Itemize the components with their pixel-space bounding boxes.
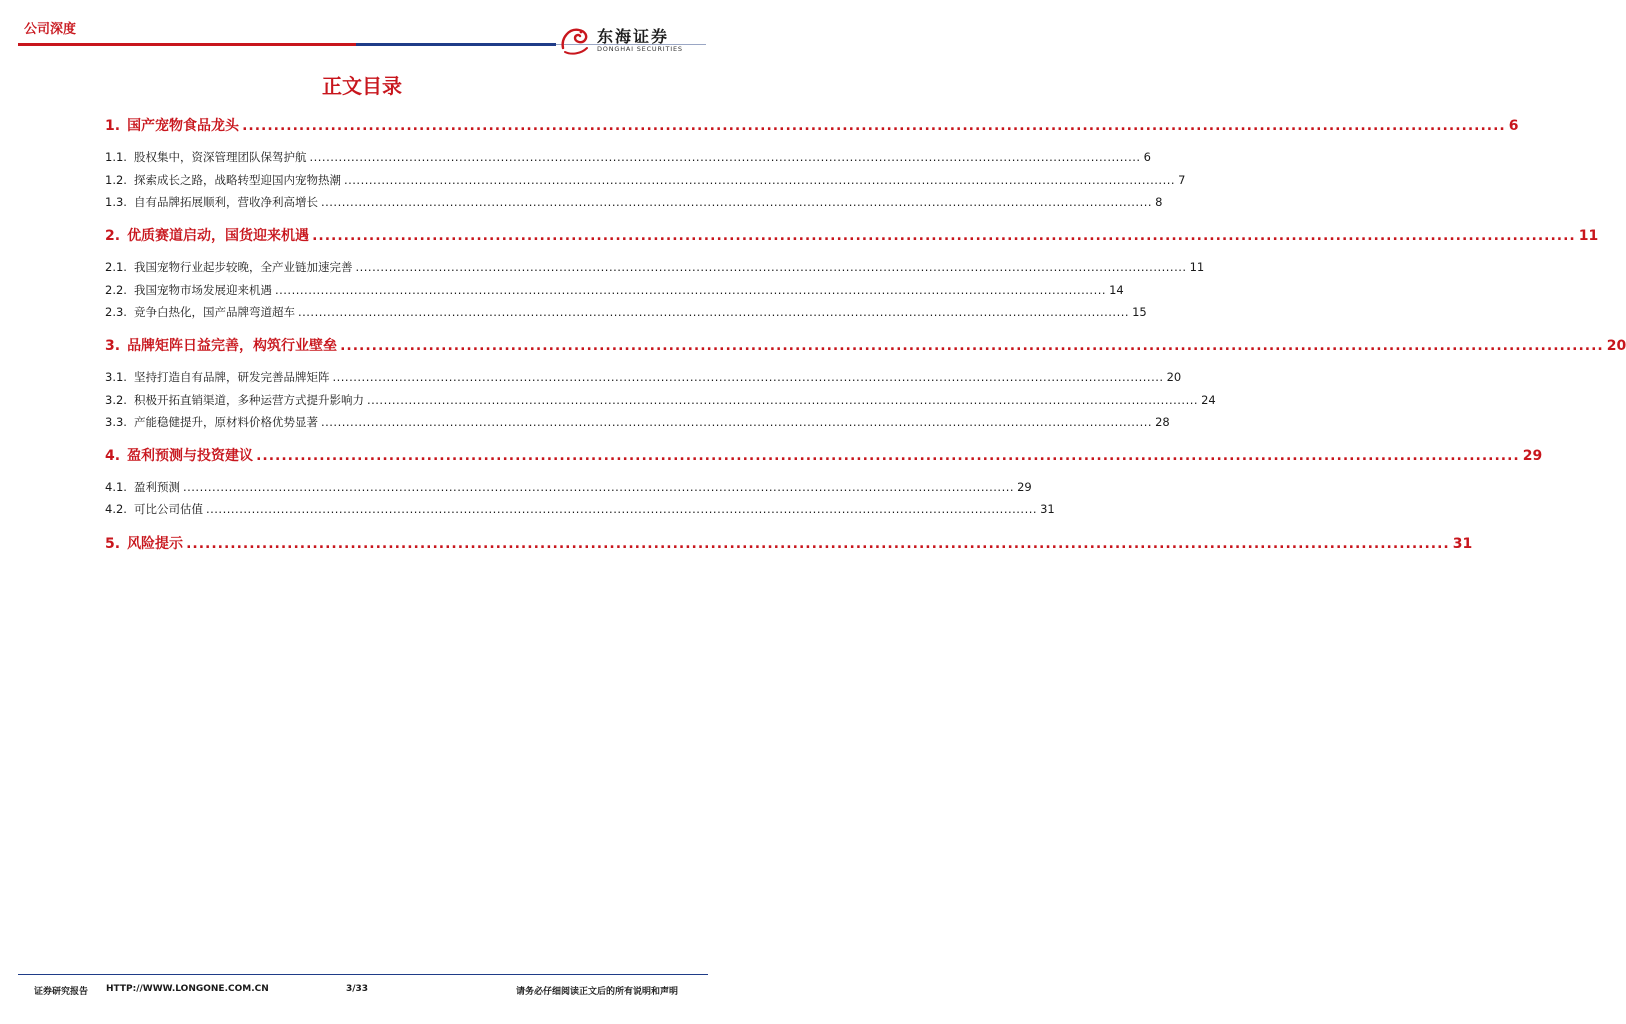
toc-title: 盈利预测与投资建议 [127,448,254,464]
toc-page-number: 6 [1508,118,1519,134]
footer-report-label: 证券研究报告 [34,987,89,997]
toc-page-number: 14 [1109,283,1124,297]
toc-title: 坚持打造自有品牌，研发完善品牌矩阵 [133,370,330,384]
toc-number: 5. [105,536,121,552]
toc-leader-dots: ........................................................................................................................................................................................................ [297,305,1130,319]
toc-number: 1.3. [105,195,127,209]
toc-title: 可比公司估值 [133,502,203,516]
footer-disclaimer: 请务必仔细阅读正文后的所有说明和声明 [516,987,679,997]
toc-page-number: 6 [1143,150,1151,164]
toc-number: 2. [105,228,121,244]
toc-page-number: 15 [1132,305,1147,319]
logo-english-name: DONGHAI SECURITIES [597,45,683,53]
toc-page-number: 7 [1178,173,1186,187]
toc-title: 股权集中，资深管理团队保驾护航 [133,150,307,164]
toc-title: 自有品牌拓展顺利，营收净利高增长 [133,195,318,209]
toc-title: 产能稳健提升，原材料价格优势显著 [133,415,318,429]
logo-chinese-name: 东海证券 [597,27,670,46]
toc-page-number: 11 [1189,260,1205,274]
toc-entry-1[interactable] [105,115,1519,135]
donghai-logo [557,22,707,58]
toc-entry-2-2[interactable] [105,282,1124,298]
footer-page-indicator: 3/33 [346,984,369,994]
toc-title: 竞争白热化，国产品牌弯道超车 [133,305,295,319]
toc-entry-3-1[interactable] [105,369,1182,385]
toc-leader-dots: ........................................................................................................................................................................................................ [205,502,1038,516]
toc-entry-1-2[interactable] [105,172,1186,188]
toc-entry-2-1[interactable] [105,259,1205,275]
toc-leader-dots: ........................................................................................................................................................................................................ [355,260,1187,274]
toc-page-number: 20 [1606,338,1626,354]
toc-title: 国产宠物食品龙头 [127,118,240,134]
toc-entry-3[interactable] [105,335,1626,355]
toc-page-number: 20 [1166,370,1182,384]
toc-leader-dots: ........................................................................................................................................................................................................ [274,283,1107,297]
toc-entry-3-3[interactable] [105,414,1170,430]
toc-page-number: 11 [1578,228,1599,244]
toc-number: 1. [105,118,121,134]
page-title: 正文目录 [322,74,402,98]
toc-number: 1.2. [105,173,127,187]
toc-page-number: 29 [1017,480,1032,494]
toc-page-number: 31 [1040,502,1055,516]
toc-entry-2[interactable] [105,225,1599,245]
toc-title: 优质赛道启动，国货迎来机遇 [127,228,310,244]
header-rule-red [18,43,356,46]
toc-title: 探索成长之路，战略转型迎国内宠物热潮 [133,173,341,187]
toc-title: 品牌矩阵日益完善，构筑行业壁垒 [127,338,338,354]
toc-number: 3. [105,338,121,354]
toc-page-number: 28 [1155,415,1170,429]
toc-leader-dots: ........................................................................................................................................................................................................ [320,415,1153,429]
toc-title: 积极开拓直销渠道，多种运营方式提升影响力 [133,393,364,407]
toc-leader-dots: ........................................................................................................................................................................................................ [256,448,1520,464]
toc-page-number: 29 [1522,448,1543,464]
toc-leader-dots: ........................................................................................................................................................................................................ [340,338,1604,354]
toc-entry-4-2[interactable] [105,501,1055,517]
toc-number: 4. [105,448,121,464]
toc-leader-dots: ........................................................................................................................................................................................................ [182,480,1015,494]
toc-leader-dots: ........................................................................................................................................................................................................ [320,195,1153,209]
toc-leader-dots: ........................................................................................................................................................................................................ [343,173,1176,187]
toc-title: 盈利预测 [133,480,180,494]
toc-number: 2.3. [105,305,127,319]
toc-entry-1-3[interactable] [105,194,1163,210]
toc-number: 3.3. [105,415,127,429]
toc-number: 2.1. [105,260,127,274]
dragon-logo-icon [557,22,593,58]
toc-leader-dots: ........................................................................................................................................................................................................ [186,536,1450,552]
toc-number: 3.1. [105,370,127,384]
toc-title: 风险提示 [127,536,184,552]
toc-number: 2.2. [105,283,127,297]
toc-entry-1-1[interactable] [105,149,1151,165]
toc-leader-dots: ........................................................................................................................................................................................................ [332,370,1164,384]
toc-number: 1.1. [105,150,127,164]
toc-entry-3-2[interactable] [105,392,1216,408]
toc-number: 3.2. [105,393,127,407]
footer-rule [18,974,708,975]
toc-title: 我国宠物市场发展迎来机遇 [133,283,272,297]
report-type-label: 公司深度 [24,22,77,37]
toc-entry-5[interactable] [105,533,1473,553]
toc-number: 4.1. [105,480,127,494]
toc-page-number: 24 [1201,393,1216,407]
toc-entry-4-1[interactable] [105,479,1032,495]
footer-website-link[interactable]: HTTP://WWW.LONGONE.COM.CN [106,984,269,994]
toc-number: 4.2. [105,502,127,516]
toc-entry-2-3[interactable] [105,304,1147,320]
toc-leader-dots: ........................................................................................................................................................................................................ [366,393,1199,407]
toc-page-number: 31 [1452,536,1473,552]
toc-leader-dots: ........................................................................................................................................................................................................ [309,150,1141,164]
toc-page-number: 8 [1155,195,1163,209]
toc-title: 我国宠物行业起步较晚，全产业链加速完善 [133,260,353,274]
toc-leader-dots: ........................................................................................................................................................................................................ [312,228,1576,244]
toc-entry-4[interactable] [105,445,1543,465]
header-rule-blue [356,43,556,46]
toc-leader-dots: ........................................................................................................................................................................................................ [242,118,1506,134]
